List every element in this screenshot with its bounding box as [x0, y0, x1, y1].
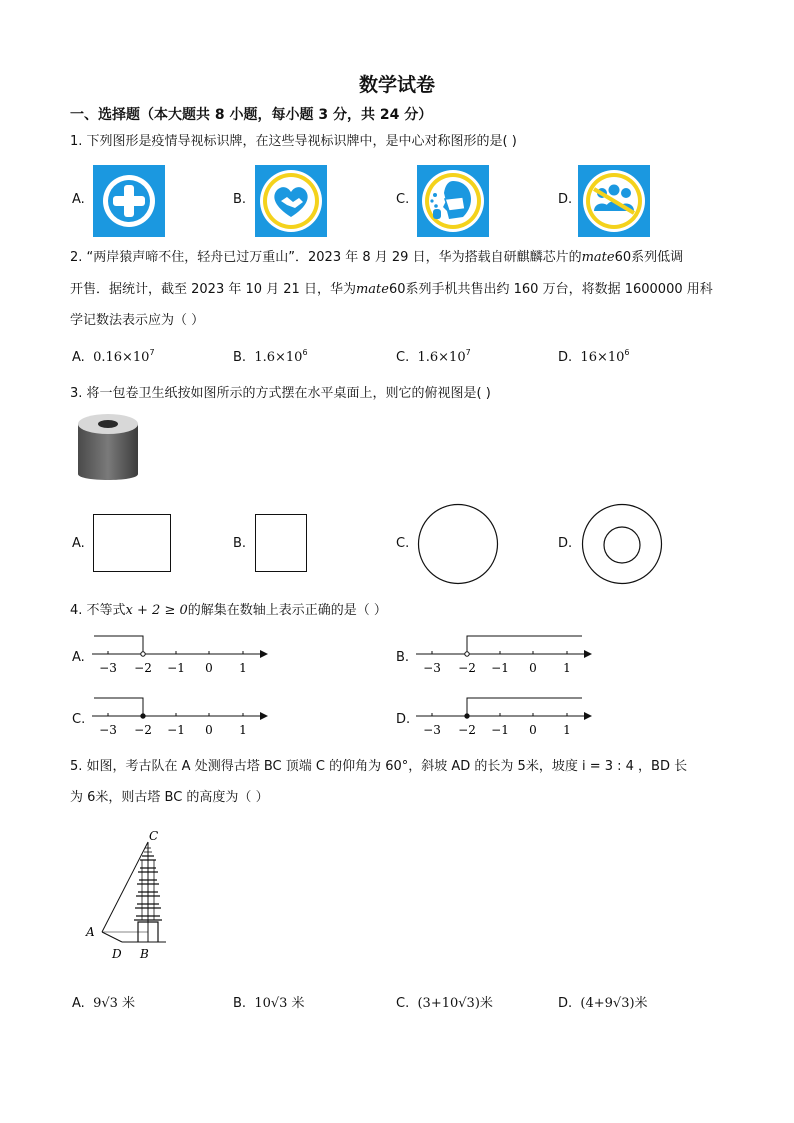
q3-label-a: A. [72, 536, 85, 551]
tick-label: −1 [491, 661, 509, 675]
q3-label-c: C. [396, 536, 410, 551]
q2-option-b: B. $1.6\times 10^6$ [233, 348, 308, 365]
section-heading: 一、选择题（本大题共 8 小题，每小题 3 分，共 24 分） [70, 107, 433, 123]
q4-label-b: B. [396, 650, 410, 665]
q5-option-a: A. 9√3 米 [72, 996, 136, 1011]
point-label-c: C [149, 829, 159, 843]
q3-label-b: B. [233, 536, 247, 551]
tick-label: −1 [491, 723, 509, 737]
q2-stem-line2: 开售．据统计，截至 2023 年 10 月 21 日，华为mate60系列手机共售出约 160 万台，将数据 1600000 用科 [70, 282, 713, 297]
q3-stem: 3. 将一包卷卫生纸按如图所示的方式摆在水平桌面上，则它的俯视图是( ) [70, 386, 491, 401]
q3-option-d-annulus [580, 503, 664, 589]
q3-option-a-rectangle [93, 514, 171, 572]
q1-label-c: C. [396, 192, 410, 207]
tick-label: −2 [458, 723, 476, 737]
tick-label: −2 [134, 723, 152, 737]
q1-label-a: A. [72, 192, 85, 207]
q2-option-d: D. $16\times 10^6$ [558, 348, 630, 365]
tick-label: −3 [99, 723, 117, 737]
q3-option-b-rectangle [255, 514, 307, 572]
q5-stem-line1: 5. 如图，考古队在 A 处测得古塔 BC 顶端 C 的仰角为 60°，斜坡 AD 的长为 5米，坡度 i = 3 : 4 ，BD 长 [70, 759, 688, 774]
q4-label-c: C. [72, 712, 86, 727]
mask-sneeze-icon [417, 165, 489, 237]
page-title: 数学试卷 [358, 74, 435, 96]
tick-label: 0 [205, 661, 213, 675]
q5-option-b: B. 10√3 米 [233, 996, 305, 1011]
q1-label-b: B. [233, 192, 247, 207]
q5-option-d: D. (4+9√3)米 [558, 996, 648, 1011]
heart-handshake-icon [255, 165, 327, 237]
q1-stem: 1. 下列图形是疫情导视标识牌，在这些导视标识牌中，是中心对称图形的是( ) [70, 134, 517, 149]
q4-label-a: A. [72, 650, 85, 665]
q4-option-c-number-line [88, 692, 278, 746]
no-crowd-icon [578, 165, 650, 237]
q4-option-a-number-line [88, 630, 278, 684]
q5-stem-line2: 为 6米，则古塔 BC 的高度为（ ） [70, 790, 269, 805]
q4-option-d-number-line [412, 692, 602, 746]
q2-option-a: A. $0.16\times 10^7$ [72, 348, 155, 365]
tick-label: 0 [529, 723, 537, 737]
q4-option-b-number-line [412, 630, 602, 684]
q5-option-c: C. (3+10√3)米 [396, 996, 493, 1011]
point-label-d: D [112, 947, 122, 961]
tick-label: 1 [239, 661, 247, 675]
q4-stem: 4. 不等式x + 2 ≥ 0的解集在数轴上表示正确的是（ ） [70, 603, 387, 618]
q4-label-d: D. [396, 712, 411, 727]
tick-label: −1 [167, 661, 185, 675]
tick-label: 1 [239, 723, 247, 737]
q2-option-c: C. $1.6\times 10^7$ [396, 348, 471, 365]
tick-label: −3 [99, 661, 117, 675]
point-label-b: B [140, 947, 149, 961]
tick-label: −3 [423, 661, 441, 675]
point-label-a: A [86, 925, 95, 939]
toilet-paper-roll-photo [76, 410, 140, 490]
q3-label-d: D. [558, 536, 573, 551]
tick-label: 1 [563, 661, 571, 675]
q2-stem-line1: 2. “两岸猿声啼不住，轻舟已过万重山”．2023 年 8 月 29 日，华为搭载自研麒麟芯片的mate60系列低调 [70, 250, 684, 265]
tick-label: −2 [134, 661, 152, 675]
pagoda-figure [82, 826, 182, 970]
tick-label: −3 [423, 723, 441, 737]
tick-label: 0 [205, 723, 213, 737]
tick-label: −2 [458, 661, 476, 675]
q2-stem-line3: 学记数法表示应为（ ） [70, 313, 205, 328]
medical-cross-icon [93, 165, 165, 237]
tick-label: 1 [563, 723, 571, 737]
tick-label: −1 [167, 723, 185, 737]
tick-label: 0 [529, 661, 537, 675]
q3-option-c-circle [417, 503, 499, 589]
q1-label-d: D. [558, 192, 573, 207]
